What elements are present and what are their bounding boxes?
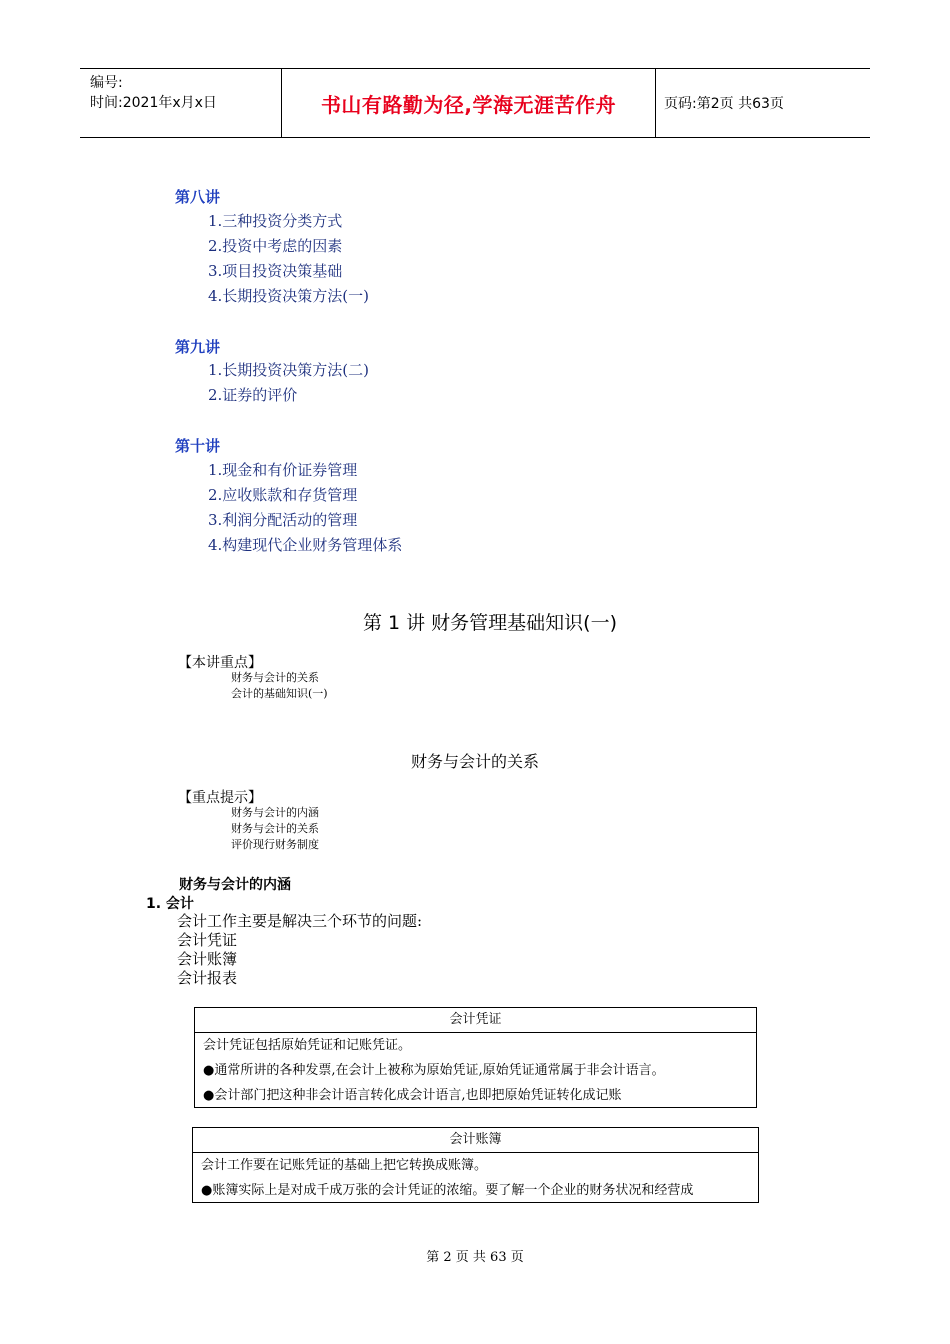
page-footer: 第 2 页 共 63 页 [426,1250,524,1265]
lecture-item-list [208,358,369,408]
lecture-item: 3.项目投资决策基础 [208,262,343,280]
lecture-title: 第九讲 [175,338,221,356]
lecture-title: 第八讲 [175,188,221,206]
box-title: 会计凭证 [195,1008,756,1033]
hints-label: 【重点提示】 [178,790,262,806]
lecture-item: 1.长期投资决策方法(二) [208,361,370,379]
lecture-title: 第十讲 [175,437,221,455]
lecture-item: 4.长期投资决策方法(一) [208,287,370,305]
page-header [80,68,870,138]
header-page-info: 页码:第2页 共63页 [664,96,784,112]
hint: 财务与会计的关系 [231,822,319,835]
point-line: 会计凭证 [177,931,238,949]
lecture-item-list [208,209,369,309]
key-point: 财务与会计的关系 [231,671,319,684]
key-points-list [231,670,328,702]
point-line: 会计工作主要是解决三个环节的问题: [177,912,423,930]
box-line: ●账簿实际上是对成千成万张的会计凭证的浓缩。要了解一个企业的财务状况和经营成 [201,1183,694,1198]
key-points-label: 【本讲重点】 [178,655,262,671]
lecture-item: 4.构建现代企业财务管理体系 [208,536,403,554]
chapter-title: 第 1 讲 财务管理基础知识(一) [362,612,618,634]
motto: 书山有路勤为径,学海无涯苦作舟 [320,92,617,117]
point-line: 会计报表 [177,969,238,987]
hint: 财务与会计的内涵 [231,806,319,819]
header-left [80,69,280,137]
box-line: ●会计部门把这种非会计语言转化成会计语言,也即把原始凭证转化成记账 [203,1088,622,1103]
hint: 评价现行财务制度 [231,838,319,851]
lecture-item: 1.三种投资分类方式 [208,212,343,230]
lecture-item: 1.现金和有价证券管理 [208,461,358,479]
number-label: 编号: [90,75,123,91]
ledger-box [192,1127,759,1203]
box-line: 会计工作要在记账凭证的基础上把它转换成账簿。 [201,1158,488,1173]
key-point: 会计的基础知识(一) [231,687,328,700]
lecture-item: 2.证券的评价 [208,386,298,404]
lecture-item-list [208,458,402,558]
section-title: 财务与会计的关系 [410,752,539,771]
lecture-item: 3.利润分配活动的管理 [208,511,358,529]
lecture-item: 2.投资中考虑的因素 [208,237,343,255]
point-body [177,912,422,988]
header-motto-cell [281,69,656,137]
point-line: 会计账簿 [177,950,238,968]
box-line: ●通常所讲的各种发票,在会计上被称为原始凭证,原始凭证通常属于非会计语言。 [203,1063,665,1078]
lecture-item: 2.应收账款和存货管理 [208,486,358,504]
hints-list [231,805,319,853]
box-title: 会计账簿 [193,1128,758,1153]
voucher-box [194,1007,757,1108]
subsection-title: 财务与会计的内涵 [179,877,291,893]
time-label: 时间:2021年x月x日 [90,95,217,111]
point-title: 1. 会计 [146,896,194,912]
box-line: 会计凭证包括原始凭证和记账凭证。 [203,1038,412,1053]
